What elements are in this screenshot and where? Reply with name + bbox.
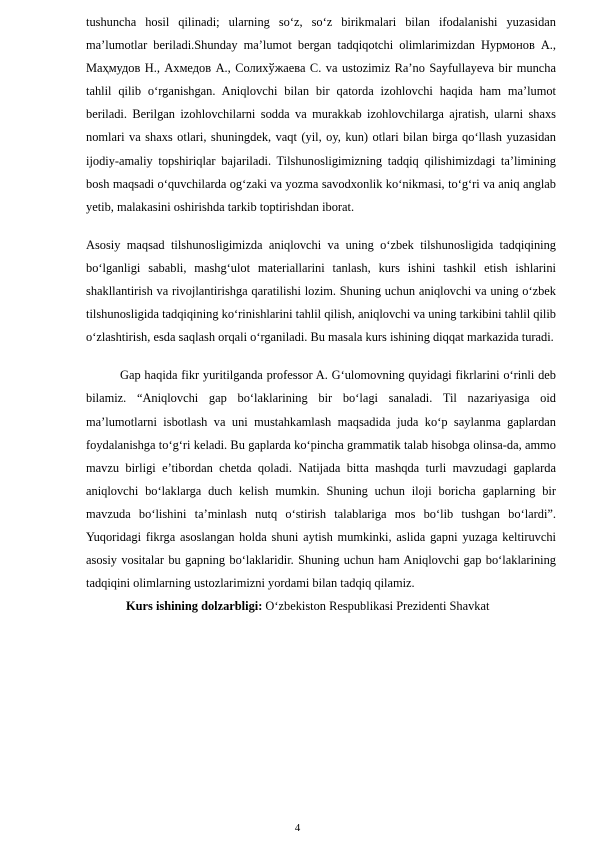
page-number: 4: [294, 822, 301, 834]
paragraph-2: Asosiy maqsad tilshunosligimizda aniqlovchi va uning oʻzbek tilshunosligida tadqiqining boʻlganligi sababli, mashgʻulot materiallarini tanlash, kurs ishini tashkil etish ishlarini shakllantirish va rivojlantirishga qaratilishi lozim. Shuning uchun aniqlovchi va uning oʻzbek tilshunosligida tadqiqining koʻrinishlarini tahlil qilish, aniqlovchi va uning tarkibini tahlil qilib oʻzlashtirish, esda saqlash orqali oʻrganiladi. Bu masala kurs ishining diqqat markazida turadi.: [86, 237, 556, 345]
paragraph-4-text: Oʻzbekiston Respublikasi Prezidenti Shavkat: [262, 599, 490, 614]
document-page: [86, 11, 556, 618]
section-heading: Kurs ishining dolzarbligi:: [126, 599, 263, 614]
paragraph-1: tushuncha hosil qilinadi; ularning soʻz, soʻz birikmalari bilan ifodalanishi yuzasidan ma’lumotlar beriladi.Shunday ma’lumot bergan tadqiqotchi olimlarimizdan Нурмонов А., Маҳмудов Н., Ахмедов А., Солихўжаева С. va ustozimiz Ra’no Sayfullayeva bir muncha tahlil qilib oʻrganishgan. Aniqlovchi bilan bir qatorda izohlovchi haqida ham ma’lumot beriladi. Berilgan izohlovchilarni sodda va murakkab izohlovchilarga ajratish, ularni shaxs nomlari va shaxs otlari, shuningdek, vaqt (yil, oy, kun) otlari bilan birga qoʻllash yuzasidan ijodiy-amaliy topshiriqlar bajariladi. Tilshunosligimizning tadqiq qilishimizdagi ta’limining bosh maqsadi oʻquvchilarda ogʻzaki va yozma savodxonlik koʻnikmasi, toʻgʻri va aniq anglab yetib, malakasini oshirishda tarkib toptirishdan iborat.: [86, 15, 556, 214]
paragraph-4: [86, 595, 556, 618]
paragraph-3: Gap haqida fikr yuritilganda professor A. Gʻulomovning quyidagi fikrlarini oʻrinli deb bilamiz. “Aniqlovchi gap boʻlaklarining bir boʻlagi sanaladi. Til nazariyasiga oid ma’lumotlarni isbotlash va uni mustahkamlash maqsadida juda koʻp saylanma gaplardan foydalanishga toʻgʻri keladi. Bu gaplarda koʻpincha grammatik talab hisobga olinsa-da, ammo mavzu birligi e’tibordan chetda qoladi. Natijada bitta mashqda turli mavzudagi gaplarda aniqlovchi boʻlaklarga duch kelish mumkin. Shuning uchun iloji boricha gaplarning bir mavzuda boʻlishini ta’minlash nutq oʻstirish talablariga mos boʻlib tushgan boʻlardi”. Yuqoridagi fikrga asoslangan holda shuni aytish mumkinki, aslida gapni yuzaga keltiruvchi asosiy vositalar bu gapning boʻlaklaridir. Shuning uchun ham Aniqlovchi gap boʻlaklarining tadqiqini olimlarning ustozlarimizni yordami bilan tadqiq qilamiz.: [86, 368, 556, 591]
